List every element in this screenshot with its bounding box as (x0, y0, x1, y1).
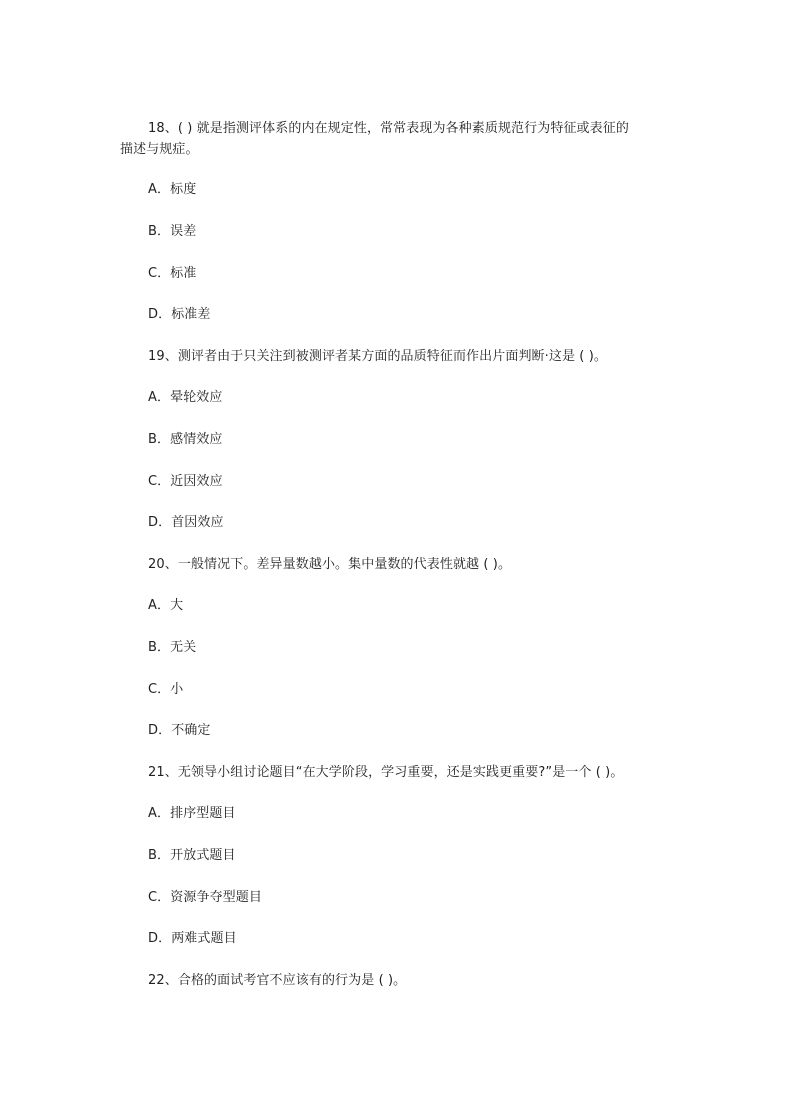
question-18-option-b: B．误差 (148, 224, 197, 239)
question-19-option-b: B．感情效应 (148, 432, 223, 447)
question-18-option-a: A．标度 (148, 182, 197, 197)
question-18-option-c: C．标准 (148, 266, 197, 281)
question-18-option-d: D．标准差 (148, 307, 211, 322)
question-20-option-c: C．小 (148, 682, 184, 697)
question-20-option-d: D．不确定 (148, 723, 211, 738)
question-19-option-c: C．近因效应 (148, 474, 223, 489)
question-20-stem: 20、一般情况下。差异量数越小。集中量数的代表性就越 ( )。 (148, 557, 512, 572)
question-21-option-b: B．开放式题目 (148, 848, 236, 863)
question-21-option-d: D．两难式题目 (148, 931, 237, 946)
question-21-option-a: A．排序型题目 (148, 806, 236, 821)
question-21-option-c: C．资源争夺型题目 (148, 890, 262, 905)
question-18-stem-line-2: 描述与规症。 (120, 142, 199, 157)
question-20-option-a: A．大 (148, 598, 184, 613)
question-20-option-b: B．无关 (148, 640, 197, 655)
question-19-option-a: A．晕轮效应 (148, 390, 223, 405)
question-21-stem: 21、无领导小组讨论题目“在大学阶段，学习重要，还是实践更重要?”是一个 ( )。 (148, 765, 624, 780)
question-18-stem-line-1: 18、( ) 就是指测评体系的内在规定性，常常表现为各种素质规范行为特征或表征的 (148, 121, 629, 136)
question-19-option-d: D．首因效应 (148, 515, 224, 530)
question-19-stem: 19、测评者由于只关注到被测评者某方面的品质特征而作出片面判断·这是 ( )。 (148, 349, 607, 364)
question-22-stem: 22、合格的面试考官不应该有的行为是 ( )。 (148, 973, 407, 988)
